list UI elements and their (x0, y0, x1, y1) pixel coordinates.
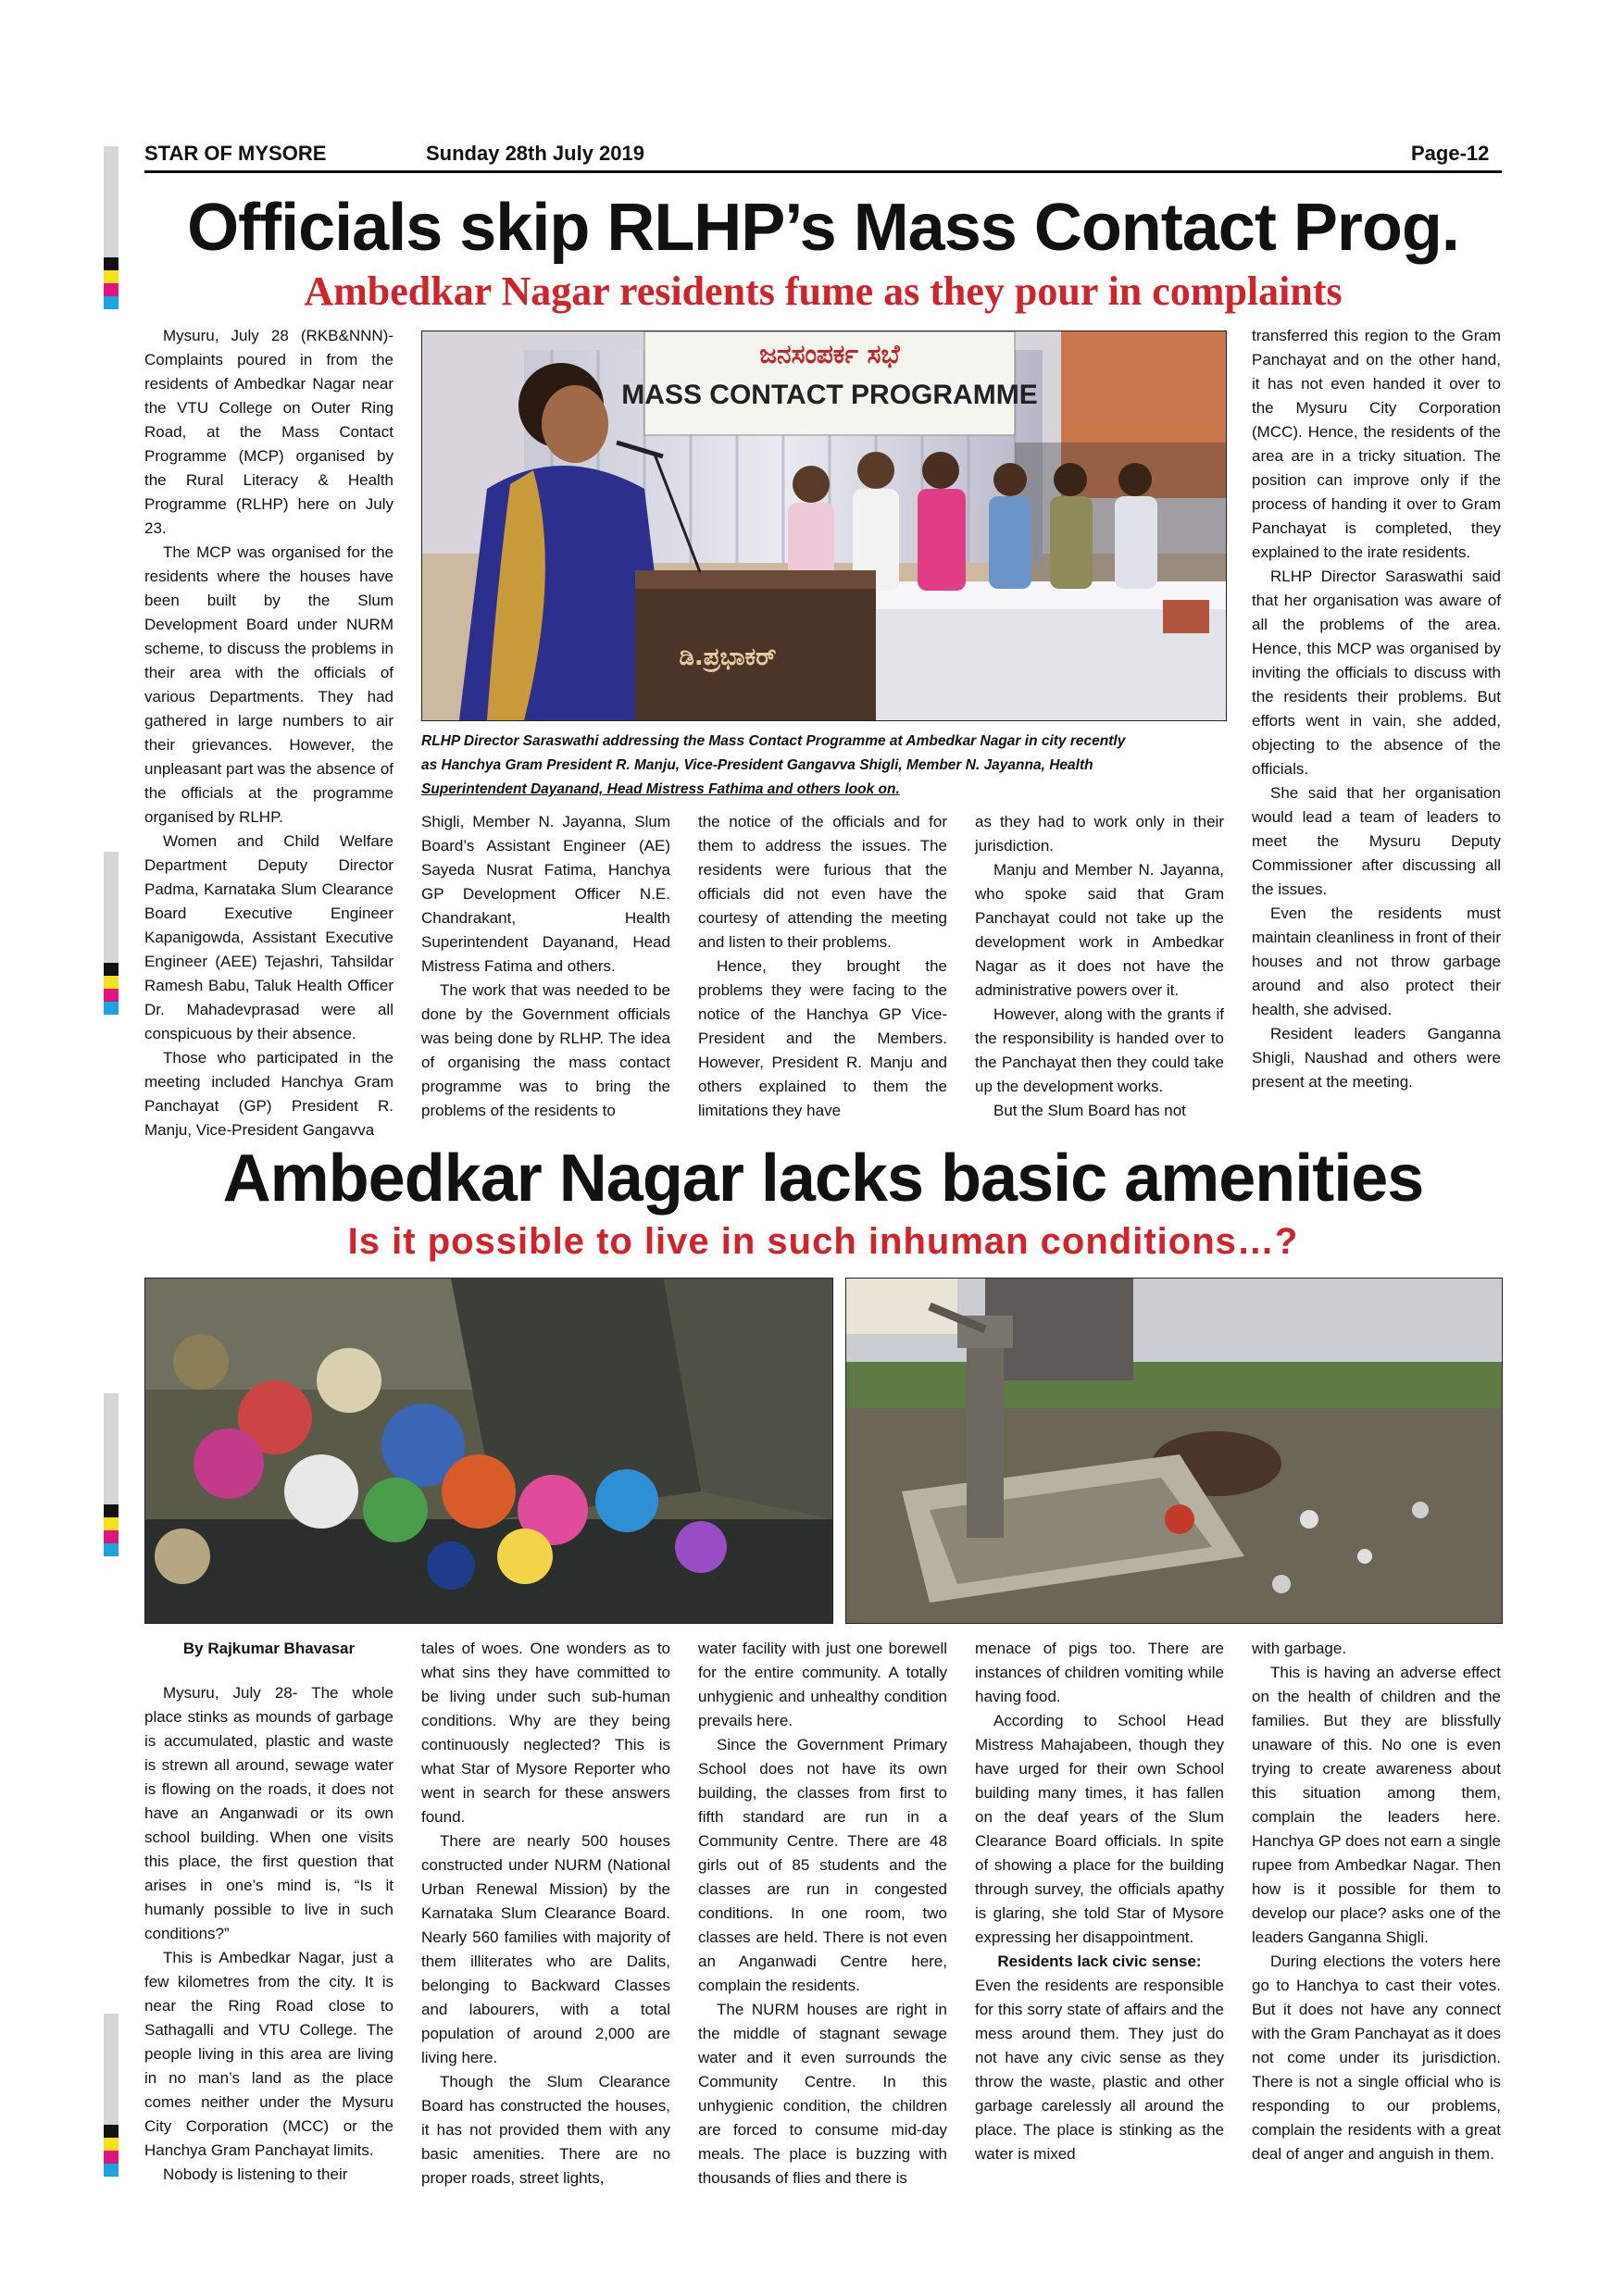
paragraph: She said that her organisation would lead a team of leaders to meet the Mysuru Deputy Commissioner after discussing all the issues. (1252, 784, 1501, 898)
registration-mark (104, 852, 119, 1015)
headline-1: Officials skip RLHP’s Mass Contact Prog. (187, 191, 1459, 265)
paragraph: water facility with just one borewell for the entire community. A totally unhygienic and unhealthy condition prevails here. (698, 1640, 947, 1729)
handpump-photo (845, 1278, 1503, 1624)
paragraph: Even the residents are responsible for this sorry state of affairs and the mess around them. They just do not have any civic sense as they throw the waste, plastic and other garbage carelessly all around the place. The place is stinking as the water is mixed (975, 1977, 1224, 2163)
issue-date: Sunday 28th July 2019 (426, 142, 644, 165)
story1-column-5 (1252, 324, 1501, 1094)
story2-column-4 (975, 1637, 1224, 2166)
paragraph: Women and Child Welfare Department Deputy Director Padma, Karnataka Slum Clearance Board Executive Engineer Kapanigowda, Assistant Executive Engineer (AEE) Tejashri, Tahsildar Ramesh Babu, Taluk Health Officer Dr. Mahadevprasad were all conspicuous by their absence. (144, 832, 394, 1042)
paragraph: Shigli, Member N. Jayanna, Slum Board’s Assistant Engineer (AE) Sayeda Nusrat Fatima, Hanchya GP Development Officer N.E. Chandrakant, Health Superintendent Dayanand, Head Mistress Fatima and others. (421, 813, 670, 975)
registration-mark (104, 146, 119, 309)
story1-column-2 (421, 810, 670, 1123)
paragraph: with garbage. (1252, 1640, 1347, 1657)
caption-line: Superintendent Dayanand, Head Mistress Fathima and others look on. (421, 781, 900, 797)
section-subhead: Residents lack civic sense: (997, 1953, 1202, 1970)
story2-column-2 (421, 1637, 670, 2190)
paragraph: However, along with the grants if the responsibility is handed over to the Panchayat then they could take up the development works. (975, 1005, 1224, 1095)
page-number: Page-12 (1411, 142, 1490, 165)
paragraph: Those who participated in the meeting included Hanchya Gram Panchayat (GP) President R. Manju, Vice-President Gangavva (144, 1049, 394, 1139)
subheadline-1: Ambedkar Nagar residents fume as they pour in complaints (304, 268, 1343, 314)
registration-mark (104, 2014, 119, 2177)
garbage-heap-photo (144, 1278, 833, 1624)
header-rule (144, 170, 1502, 173)
paragraph: The MCP was organised for the residents where the houses have been built by the Slum Development Board under NURM scheme, to discuss the problems in their area with the officials of various Departments. They had gathered in large numbers to air their grievances. However, the unpleasant part was the absence of the officials at the programme organised by RLHP. (144, 543, 394, 826)
caption-line: as Hanchya Gram President R. Manju, Vice-President Gangavva Shigli, Member N. Jayanna, Health (421, 757, 1093, 773)
subheadline-2: Is it possible to live in such inhuman conditions…? (347, 1221, 1299, 1262)
paragraph: Manju and Member N. Jayanna, who spoke said that Gram Panchayat could not take up the development work in Ambedkar Nagar as it does not have the administrative powers over it. (975, 861, 1224, 999)
paragraph: The NURM houses are right in the middle of stagnant sewage water and it even surrounds the Community Centre. In this unhygienic condition, the children are forced to consume mid-day meals. The place is buzzing with thousands of flies and there is (698, 2001, 947, 2187)
paragraph: RLHP Director Saraswathi said that her organisation was aware of all the problems of the area. Hence, this MCP was organised by inviting the officials to discuss with the residents their problems. But efforts went in vain, she added, objecting to the absence of the officials. (1252, 568, 1501, 778)
paragraph: tales of woes. One wonders as to what sins they have committed to be living under such sub-human conditions. Why are they being continuously neglected? This is what Star of Mysore Reporter who went in search for these answers found. (421, 1640, 670, 1826)
banner-kannada: ಜನಸಂಪರ್ಕ ಸಭೆ (759, 339, 900, 369)
story2-column-1 (144, 1637, 394, 2187)
paragraph: menace of pigs too. There are instances of children vomiting while having food. (975, 1640, 1224, 1705)
story2-column-5 (1252, 1637, 1501, 2166)
caption-line: RLHP Director Saraswathi addressing the Mass Contact Programme at Ambedkar Nagar in city recently (421, 733, 1126, 749)
registration-mark (104, 1393, 119, 1556)
meeting-photo-illustration (422, 331, 1226, 720)
paragraph: the notice of the officials and for them to address the issues. The residents were furious that the officials did not even have the courtesy of attending the meeting and listen to their problems. (698, 813, 947, 951)
paragraph: Hence, they brought the problems they were facing to the notice of the Hanchya GP Vice-President and the Members. However, President R. Manju and others explained to them the limitations they have (698, 957, 947, 1119)
headline-2: Ambedkar Nagar lacks basic amenities (222, 1142, 1424, 1216)
paragraph: During elections the voters here go to Hanchya to cast their votes. But it does not have any connect with the Gram Panchayat as it does not come under its jurisdiction. There is not a single official who is responding to our problems, complain the residents with a great deal of anger and anguish in them. (1252, 1953, 1501, 2163)
story1-column-3 (698, 810, 947, 1123)
paragraph: This is Ambedkar Nagar, just a few kilometres from the city. It is near the Ring Road close to Sathagalli and VTU College. The people living in this area are living in no man’s land as the place comes neither under the Mysuru City Corporation (MCC) or the Hanchya Gram Panchayat limits. (144, 1949, 394, 2159)
paragraph: transferred this region to the Gram Panchayat and on the other hand, it has not even handed it over to the Mysuru City Corporation (MCC). Hence, the residents of the area are in a tricky situation. The position can improve only if the process of handing it over to Gram Panchayat is completed, they explained to the irate residents. (1252, 327, 1501, 561)
paragraph: But the Slum Board has not (993, 1102, 1186, 1119)
mass-contact-programme-photo (421, 331, 1227, 721)
paper-name: STAR OF MYSORE (144, 142, 327, 165)
paragraph: as they had to work only in their jurisdiction. (975, 813, 1224, 855)
paragraph: Though the Slum Clearance Board has constructed the houses, it has not provided them with any basic amenities. There are no proper roads, street lights, (421, 2073, 670, 2187)
paragraph: Resident leaders Ganganna Shigli, Naushad and others were present at the meeting. (1252, 1025, 1501, 1091)
story2-column-3 (698, 1637, 947, 2190)
photo-caption (421, 730, 1225, 802)
banner-english: MASS CONTACT PROGRAMME (621, 380, 1038, 410)
paragraph: There are nearly 500 houses constructed under NURM (National Urban Renewal Mission) by the Karnataka Slum Clearance Board. Nearly 560 families with majority of them illiterates who are Dalits, belonging to Backward Classes and labourers, with a total population of around 2,000 are living here. (421, 1832, 670, 2066)
paragraph: Mysuru, July 28- The whole place stinks as mounds of garbage is accumulated, plastic and waste is strewn all around, sewage water is flowing on the roads, it does not have an Anganwadi or its own school building. When one visits this place, the first question that arises in one’s mind is, “Is it humanly possible to live in such conditions?” (144, 1684, 394, 1942)
garbage-photo-illustration (145, 1279, 832, 1623)
paragraph: According to School Head Mistress Mahajabeen, though they have urged for their own School building many times, it has fallen on the deaf years of the Slum Clearance Board officials. In spite of showing a place for the building through survey, the officials apathy is glaring, she told Star of Mysore expressing her disappointment. (975, 1712, 1224, 1946)
paragraph: This is having an adverse effect on the health of children and the families. But they are blissfully unaware of this. No one is even trying to create awareness about this situation among them, complain the leaders here. Hanchya GP does not earn a single rupee from Ambedkar Nagar. Then how is it possible for them to develop our place? asks one of the leaders Ganganna Shigli. (1252, 1664, 1501, 1946)
paragraph: Nobody is listening to their (163, 2165, 348, 2183)
podium-text: ಡಿ.ಪ್ರಭಾಕರ್ (679, 643, 777, 671)
story1-column-4 (975, 810, 1224, 1123)
paragraph: Mysuru, July 28 (RKB&NNN)- Complaints poured in from the residents of Ambedkar Nagar near the VTU College on Outer Ring Road, at the Mass Contact Programme (MCP) organised by the Rural Literacy & Health Programme (RLHP) here on July 23. (144, 327, 394, 537)
handpump-photo-illustration (846, 1279, 1502, 1623)
paragraph: The work that was needed to be done by the Government officials was being done by RLHP. The idea of organising the mass contact programme was to bring the problems of the residents to (421, 981, 670, 1119)
paragraph: Since the Government Primary School does not have its own building, the classes from first to fifth standard are run in a Community Centre. There are 48 girls out of 85 students and the classes are run in congested conditions. In one room, two classes are held. There is not even an Anganwadi Centre here, complain the residents. (698, 1736, 947, 1994)
byline: By Rajkumar Bhavasar (182, 1640, 356, 1657)
paragraph: Even the residents must maintain cleanliness in front of their houses and not throw garbage around and also protect their health, she advised. (1252, 905, 1501, 1018)
story1-column-1 (144, 324, 394, 1142)
